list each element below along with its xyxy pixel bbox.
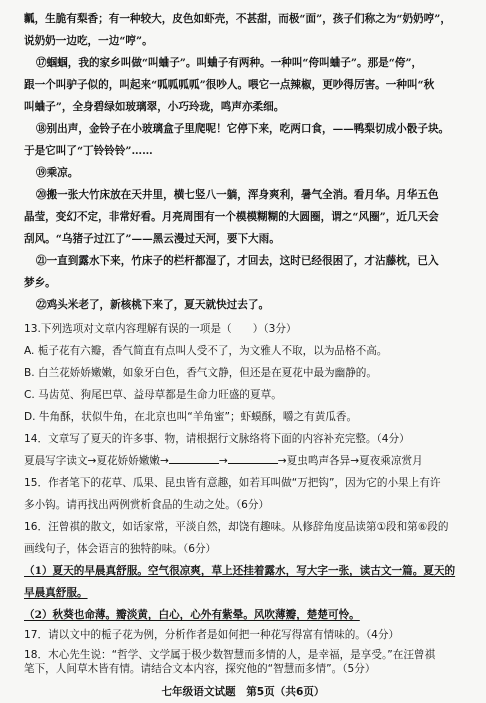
question-18-line: 笔下，人间草木皆有情。请结合文本内容，探究他的“智慧而多情”。（5分） <box>24 663 376 675</box>
question-15-line: 多小钩。请再找出两例赏析食品的生动之处。（6分） <box>24 499 270 511</box>
passage-line: 梦乡。 <box>24 277 56 289</box>
question-16-sentence-1: （1）夏天的早晨真舒服。空气很凉爽，草上还挂着露水，写大字一张，读古文一篇。夏天的 <box>24 565 456 577</box>
passage-paragraph-18: ⑱别出声，金铃子在小玻璃盒子里爬呢！它停下来，吃两口食，——鸭梨切成小骰子块。 <box>36 123 450 135</box>
question-13: 13.下列选项对文章内容理解有误的一项是（ ）（3分） <box>24 323 297 335</box>
passage-line: 于是它叫了“丁铃铃铃”…… <box>24 145 153 157</box>
question-16: 16．汪曾祺的散文，如话家常，平淡自然，却饶有趣味。从修辞角度品读第①段和第⑥段的 <box>24 521 449 533</box>
question-18: 18．木心先生说：“哲学、文学属于极少数智慧而多情的人，是幸福，是享受。”在汪曾祺 <box>24 649 436 661</box>
passage-paragraph-19: ⑲乘凉。 <box>36 167 79 179</box>
option-b: B. 白兰花娇娇嫩嫩，如象牙白色，香气文静，但还是在夏花中最为幽静的。 <box>24 367 377 379</box>
question-14-chain <box>24 454 474 468</box>
chain-end: →夏虫鸣声各异→夏夜乘凉赏月 <box>277 455 423 467</box>
option-d: D. 牛角酥，状似牛角，在北京也叫“羊角蜜”；虾蟆酥，嚼之有黄瓜香。 <box>24 411 358 423</box>
passage-line: 说奶奶一边吃，一边“哼”。 <box>24 35 153 47</box>
passage-line: 瓤，生脆有梨香；有一种较大，皮色如虾壳，不甚甜，而极“面”，孩子们称之为“奶奶哼”， <box>24 13 451 25</box>
question-14: 14．文章写了夏天的许多事、物，请根据行文脉络将下面的内容补充完整。（4分） <box>24 433 410 445</box>
option-a: A. 栀子花有六瓣，香气简直有点叫人受不了，为文雅人不取，以为品格不高。 <box>24 345 388 357</box>
passage-paragraph-20: ⑳搬一张大竹床放在天井里，横七竖八一躺，浑身爽利，暑气全消。看月华。月华五色 <box>36 189 439 201</box>
page-footer: 七年级语文试题 第5页（共6页） <box>161 686 325 698</box>
question-15: 15．作者笔下的花草、瓜果、昆虫皆有意趣，如若耳叫做“万把钩”，因为它的小果上有许 <box>24 477 441 489</box>
passage-line: 刮风。“乌猪子过江了”——黑云漫过天河，要下大雨。 <box>24 233 280 245</box>
chain-arrow: → <box>218 455 228 467</box>
chain-start: 夏晨写字读文→夏花娇娇嫩嫩→ <box>24 455 169 467</box>
option-c: C. 马齿苋、狗尾巴草、益母草都是生命力旺盛的夏草。 <box>24 389 282 401</box>
answer-blank-2[interactable] <box>228 454 278 464</box>
question-17: 17．请以文中的栀子花为例，分析作者是如何把一种花写得富有情味的。（4分） <box>24 629 400 641</box>
question-16-line: 画线句子，体会语言的独特韵味。（6分） <box>24 543 217 555</box>
passage-paragraph-21: ㉑一直到露水下来，竹床子的栏杆都湿了，才回去，这时已经很困了，才沾藤枕，已入 <box>36 255 439 267</box>
question-16-sentence-1-line: 早晨真舒服。 <box>24 587 88 599</box>
passage-paragraph-17: ⑰蝈蝈，我的家乡叫做“叫蛐子”。叫蛐子有两种。一种叫“侉叫蛐子”。那是“侉”， <box>36 57 423 69</box>
passage-line: 跟一个叫驴子似的，叫起来“呱呱呱呱”很吵人。喂它一点辣椒，更吵得厉害。一种叫“秋 <box>24 79 435 91</box>
passage-line: 叫蛐子”，全身碧绿如玻璃翠，小巧玲珑，鸣声亦柔细。 <box>24 101 285 113</box>
passage-line: 晶莹，变幻不定，非常好看。月亮周围有一个模模糊糊的大圆圈，谓之“风圈”，近几天会 <box>24 211 439 223</box>
answer-blank-1[interactable] <box>169 454 219 464</box>
question-16-sentence-2: （2）秋葵也命薄。瓣淡黄，白心，心外有紫晕。风吹薄瓣，楚楚可怜。 <box>24 609 360 621</box>
passage-paragraph-22: ㉒鸡头米老了，新核桃下来了，夏天就快过去了。 <box>36 299 270 311</box>
